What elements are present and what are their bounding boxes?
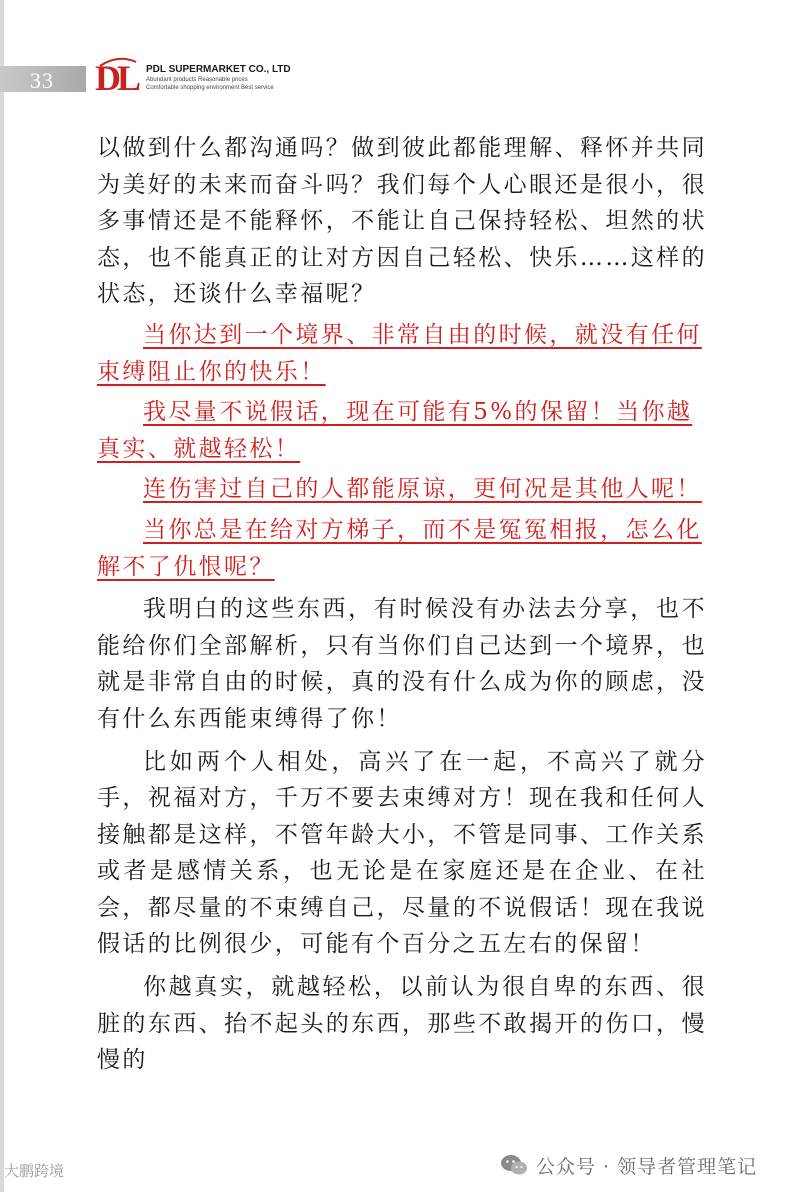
paragraph-4: 你越真实，就越轻松，以前认为很自卑的东西、很脏的东西、抬不起头的东西，那些不敢揭开的伤口，慢慢的 <box>97 974 707 1074</box>
watermark-right <box>500 1148 796 1182</box>
highlight-quote-2: 我尽量不说假话，现在可能有5%的保留！当你越真实、就越轻松！ <box>97 399 693 462</box>
logo-text <box>146 64 296 92</box>
page-edge <box>0 0 4 1192</box>
logo-tagline-1: Abundant products Reasonable prices <box>146 77 248 83</box>
body-text <box>97 130 707 1079</box>
logo-tagline-2: Comfortable shopping environment Best service <box>146 85 274 91</box>
wechat-icon <box>500 1153 528 1177</box>
watermark-label: 公众号 · 领导者管理笔记 <box>536 1155 758 1178</box>
highlight-quote-1: 当你达到一个境界、非常自由的时候，就没有任何束缚阻止你的快乐！ <box>97 321 702 385</box>
watermark-left: 大鹏跨境 <box>4 1162 65 1180</box>
paragraph-3: 比如两个人相处，高兴了在一起，不高兴了就分手，祝福对方，千万不要去束缚对方！现在我和任何人接触都是这样，不管年龄大小，不管是同事、工作关系或者是感情关系，也无论是在家庭还是在企业、在社会，都尽量的不束缚自己，尽量的不说假话！现在我说假话的比例很少，可能有个百分之五左右的保留！ <box>97 748 707 958</box>
highlight-quote-4: 当你总是在给对方梯子，而不是冤冤相报，怎么化解不了仇恨呢？ <box>97 516 702 580</box>
logo-title: PDL SUPERMARKET CO., LTD <box>146 64 291 75</box>
paragraph-2: 我明白的这些东西，有时候没有办法去分享，也不能给你们全部解析，只有当你们自己达到一个境界，也就是非常自由的时候，真的没有什么成为你的顾虑，没有什么东西能束缚得了你！ <box>97 596 707 732</box>
logo-mark: DL <box>95 58 138 98</box>
page-number: 33 <box>30 68 54 93</box>
paragraph-1: 以做到什么都沟通吗？做到彼此都能理解、释怀并共同为美好的未来而奋斗吗？我们每个人心眼还是很小，很多事情还是不能释怀，不能让自己保持轻松、坦然的状态，也不能真正的让对方因自己轻松、快乐……这样的状态，还谈什么幸福呢？ <box>97 135 707 308</box>
highlight-quote-3: 连伤害过自己的人都能原谅，更何况是其他人呢！ <box>143 476 702 503</box>
